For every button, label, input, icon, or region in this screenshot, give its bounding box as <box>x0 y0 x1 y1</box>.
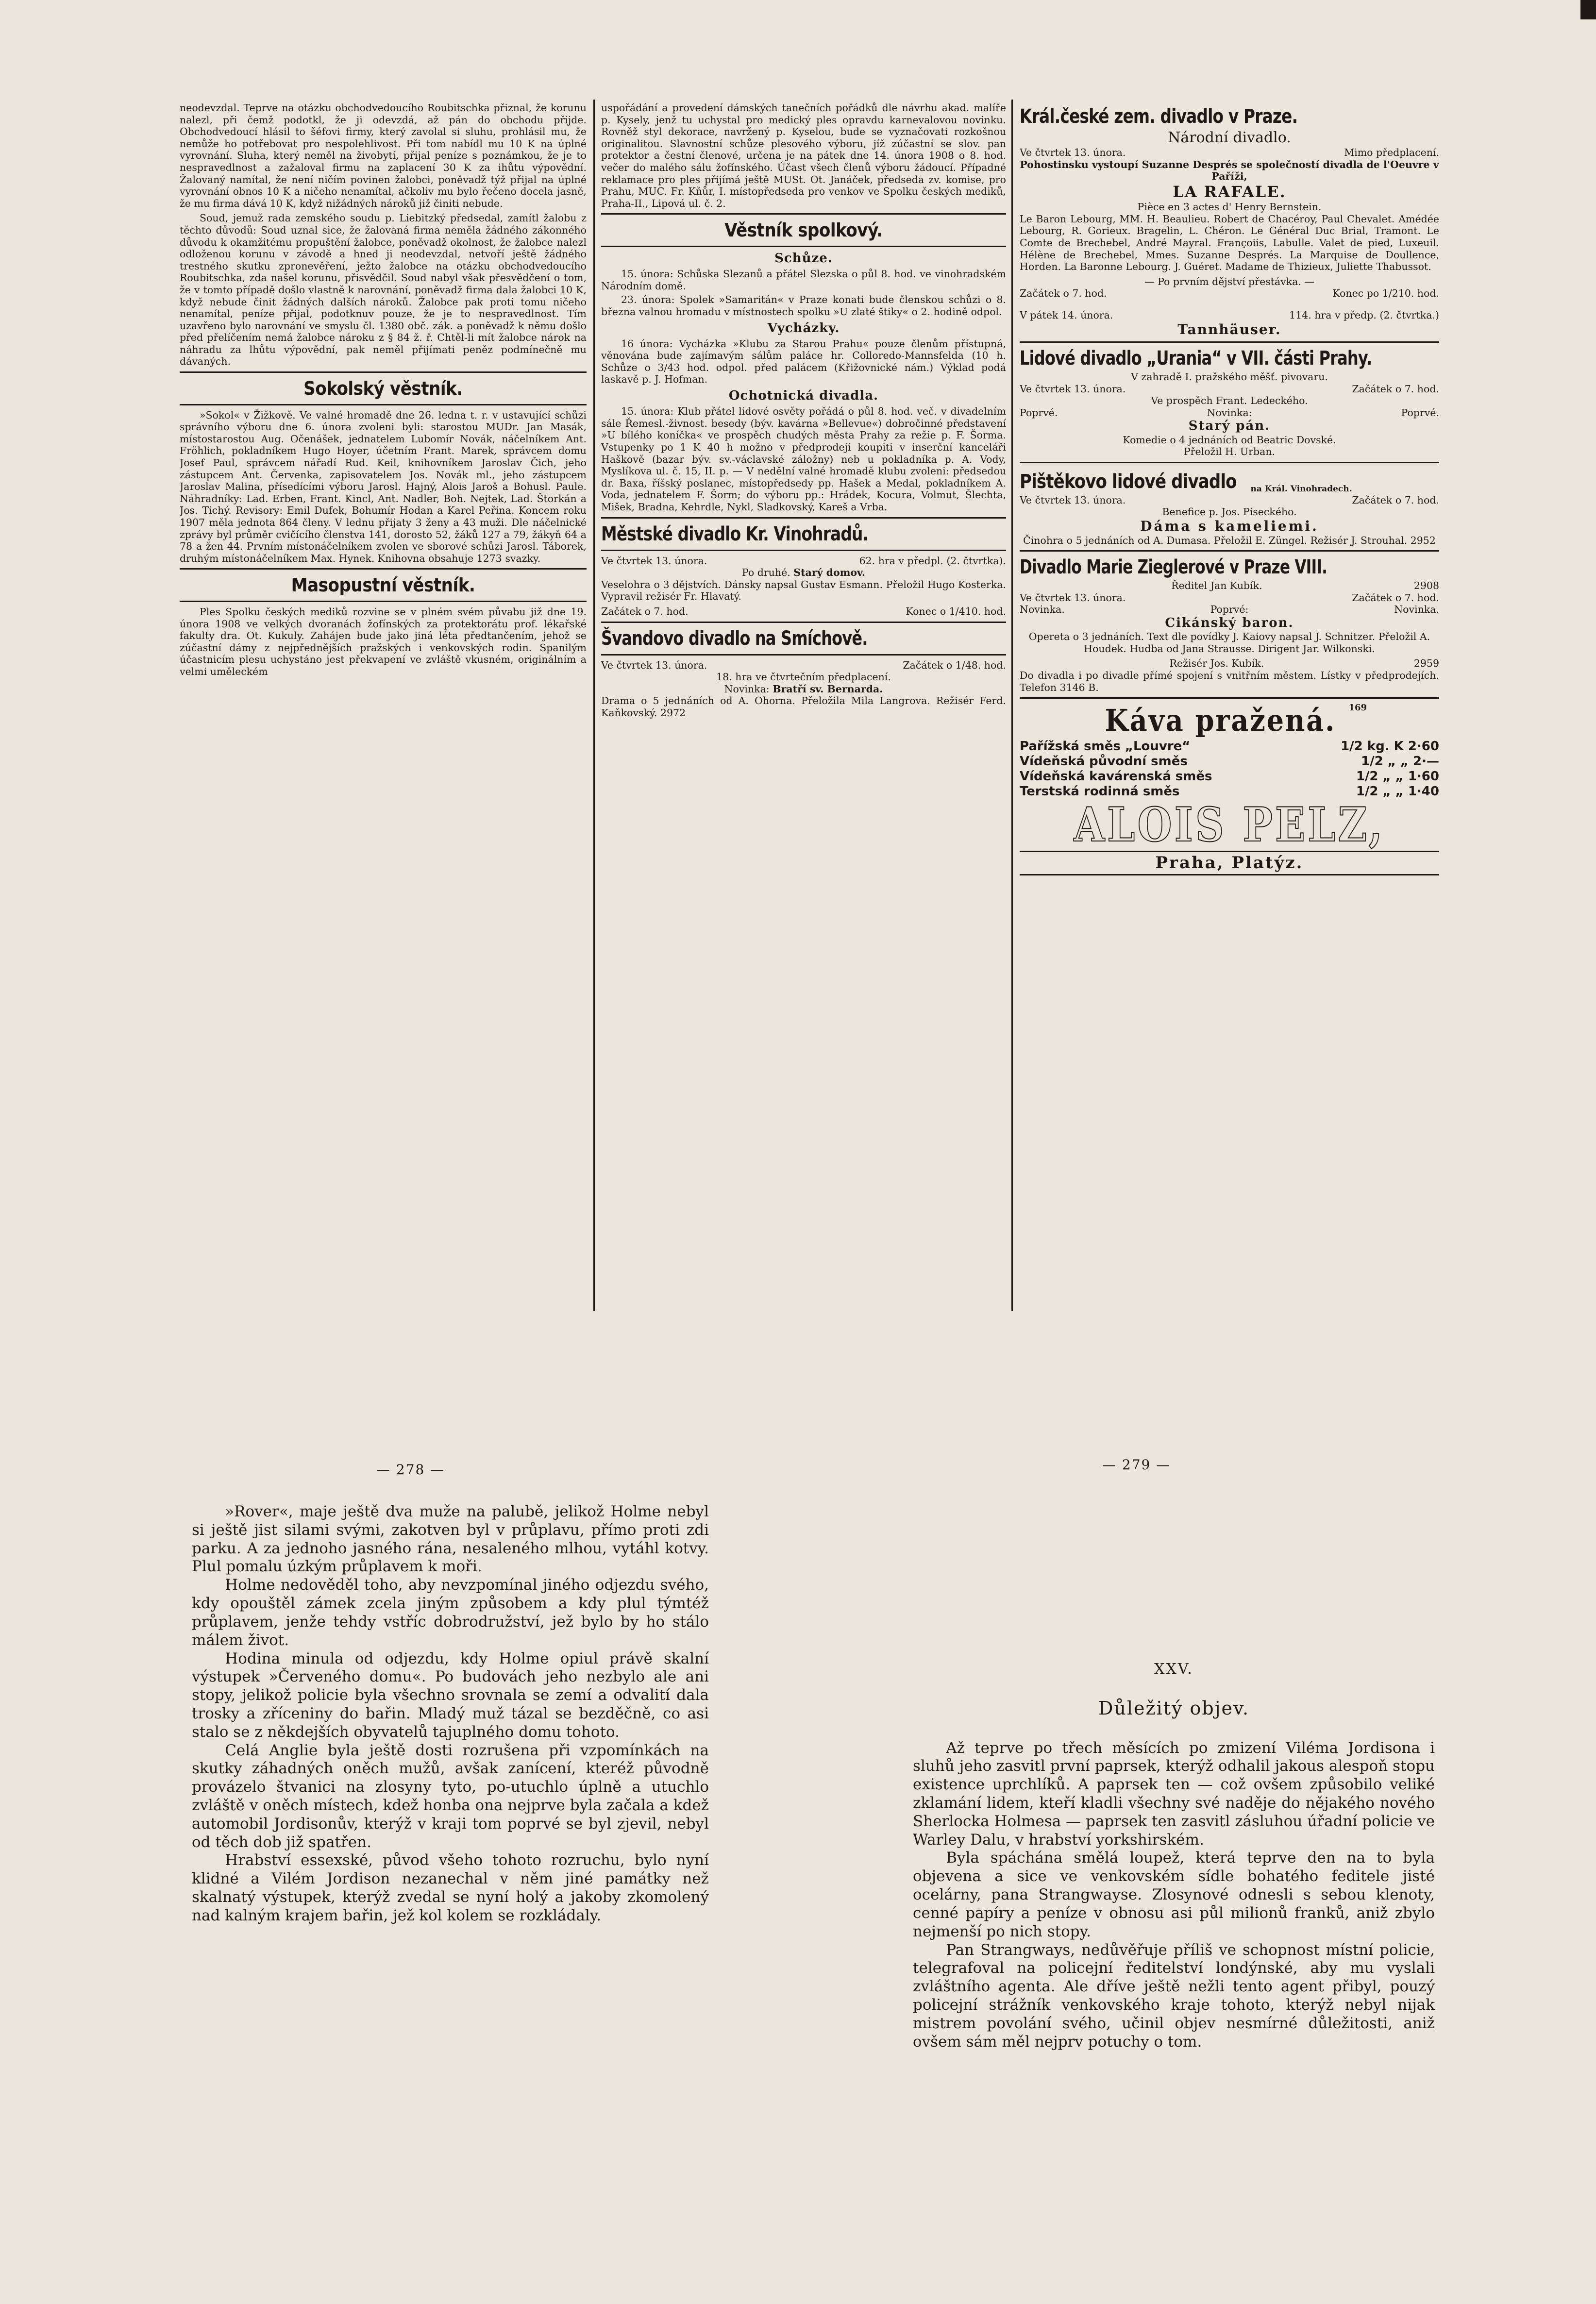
firm-address: Praha, Platýz. <box>1020 851 1439 875</box>
date: Ve čtvrtek 13. února. <box>601 555 707 567</box>
left-column <box>180 102 587 1311</box>
court-report-paragraph: neodevzdal. Teprve na otázku obchodvedoucího Roubitschka přiznal, že korunu nalezl, při čemž podotkl, že ji odevzdá, až pán do obchodu přijde. Obchodvedoucí hlásil to šéfovi firmy, který zavolal si sluhu, prohlásil mu, že nemůže ho potřebovat pro nespolehlivost. Při tom nabídl mu 10 K na úplné vyrovnání. Sluha, který neměl na živobytí, přijal peníze s poznámkou, že je to nespravedlnost a zažaloval firmu na zaplacení 30 K za ihůtu výpovědní. Žalovaný namítal, že není ničím povinen žalobci, poněvadž týž přijal na úplné vyrovnání obnos 10 K a ničeho nenamítal, ačkoliv mu bylo řečeno docela jasně, že mu firma dává 10 K, když nižádných nároků již činiti nebude. <box>180 102 587 209</box>
vestnik-heading: Věstník spolkový. <box>724 219 883 241</box>
divider <box>180 568 587 570</box>
date: Ve čtvrtek 13. února. <box>1020 591 1126 604</box>
urania-theatre-title: Lidové divadlo „Urania“ v VII. části Prahy. <box>1020 347 1372 370</box>
intermission-note: — Po prvním dějství přestávka. — <box>1144 275 1314 287</box>
firm-name: ALOIS PELZ, <box>1074 797 1385 853</box>
end-time: Konec po 1/210. hod. <box>1332 287 1439 300</box>
venue: V zahradě I. pražského měšť. pivovaru. <box>1131 371 1328 383</box>
story-paragraph: »Rover«, maje ještě dva muže na palubě, jelikož Holme nebyl si ještě jist silami svými, zakotven byl v průplavu, přímo proti zdi parku. A za jednoho jasného rána, nesaleného mlhou, vytáhl kotvy. Plul pomalu úzkým průplavem k moři. <box>192 1503 709 1576</box>
amateur-theatre-notice: 15. února: Klub přátel lidové osvěty pořádá o půl 8. hod. več. v divadelním sále Řemesl.-živnost. besedy (býv. kavárna »Bellevue«) dobročinné představení »U bílého koníčka« ve prospěch chudých města Prahy za režie p. F. Šorma. Vstupenky po 1 K 40 h možno v předprodeji koupiti v inserční kanceláři Haškově (bazar býv. sv.-václavské záložny) neb u pokladníka p. A. Vody, Myslíkova ul. č. 15, II. p. — V nedělní valné hromadě klubu zvoleni: předsedou dr. Baxa, říšský poslanec, místopředsedy pp. Hašek a Medal, pokladníkem A. Voda, jednatelem F. Šorm; do výboru pp.: Hrádek, Kocura, Volmut, Šlechta, Mišek, Bradna, Kehrdle, Nykl, Sladkovský, Kareš a Vrba. <box>601 405 1006 513</box>
start-time: Začátek o 7. hod. <box>601 605 689 617</box>
novelty-label: Novinka. <box>1394 604 1439 616</box>
story-paragraph: Celá Anglie byla ještě dosti rozrušena při vzpomínkách na skutky záhadných oněch mužů, avšak zanícení, kteréž původně provázelo štvanici na zlosyny tyto, po-utuchlo úplně a utuchlo zvláště v oněch místech, kdež honba ona nejprve byla začala a kdež automobil Jordisonův, kterýž v kraji tom poprvé se byl zjevil, nebyl od těch dob již spatřen. <box>192 1741 709 1851</box>
director: Ředitel Jan Kubík. <box>1171 580 1262 592</box>
coffee-name: Pařížská směs „Louvre“ <box>1020 739 1191 754</box>
masopust-continued: uspořádání a provedení dámských tanečních pořádků dle návrhu akad. malíře p. Kysely, jenž tu uchystal pro medický ples opravdu karnevalovou novinku. Rovněž styl dekorace, navržený p. Kyselou, bude se vyznačovati rozkošnou originalitou. Slavnostní schůze plesového výboru, jíž zúčastní se slov. pan protektor a čestní členové, určena je na pátek dne 14. února 1908 o 8. hod. večer do malého sálu žofínského. Účast všech členů výboru žádoucí. Případné reklamace pro ples přijímá ještě MUSt. Ot. Janáček, předseda zv. komise, pro Prahu, MUC. Fr. Kňůr, I. místopředseda pro venkov ve Spolku českých mediků, Praha-II., Lipová ul. č. 2. <box>601 102 1006 209</box>
divider <box>1020 462 1439 463</box>
premiere-label: Poprvé: <box>1210 604 1249 616</box>
coffee-name: Vídeňská původní směs <box>1020 754 1188 769</box>
divider <box>180 371 587 373</box>
subtitle: Po druhé. <box>741 567 790 579</box>
price-row <box>1020 739 1439 754</box>
guest-notice: Pohostinsku vystoupí Suzanne Després se společností divadla de l'Oeuvre v Paříži, <box>1020 158 1439 183</box>
benefit: Ve prospěch Frant. Ledeckého. <box>1151 395 1308 407</box>
lower-left-story <box>192 1503 709 2076</box>
novelty-label: Novinka: <box>724 683 770 695</box>
coffee-price: 2·60 <box>1408 739 1439 754</box>
divider <box>601 622 1006 623</box>
date: Ve čtvrtek 13. února. <box>1020 147 1126 158</box>
middle-column <box>601 102 1006 1311</box>
divider <box>1020 550 1439 552</box>
novelty-label: Novinka: <box>1207 406 1252 419</box>
play-title: Bratří sv. Bernarda. <box>773 683 883 695</box>
transport-note: Do divadla i po divadle přímé spojení s vnitřním městem. Lístky v předprodejích. Telefon 3146 B. <box>1020 669 1439 693</box>
coffee-quantity: 1/2 kg. K <box>1341 739 1404 754</box>
start-time: Začátek o 7. hod. <box>1352 591 1439 604</box>
column-rule <box>1011 100 1013 1311</box>
divider <box>601 246 1006 247</box>
play-description: Drama o 5 jednáních od A. Ohorna. Přeložila Mila Langrova. Režisér Ferd. Kaňkovský. <box>601 695 1006 719</box>
play-description: Komedie o 4 jednáních od Beatric Dovské. <box>1123 434 1336 446</box>
lower-right-story <box>913 1661 1435 2185</box>
story-paragraph: Holme nedověděl toho, aby nevzpomínal jiného odjezdu svého, kdy opouštěl zámek zcela jiným způsobem a kdy plul týmtéž průplavem, jenže tehdy vstříc dobrodružství, jež bylo by ho stálo málem život. <box>192 1576 709 1649</box>
start-time: Začátek o 7. hod. <box>1352 383 1439 395</box>
play-title: LA RAFALE. <box>1173 182 1286 201</box>
meeting-notice: 15. února: Schůska Slezanů a přátel Slezska o půl 8. hod. ve vinohradském Národním domě. <box>601 268 1006 292</box>
divider <box>601 517 1006 519</box>
price-row <box>1020 769 1439 784</box>
start-time: Začátek o 7. hod. <box>1352 494 1439 506</box>
page-number-right: — 279 — <box>1102 1457 1171 1473</box>
end-time: Konec o 1/410. hod. <box>906 605 1006 617</box>
sokol-heading: Sokolský věstník. <box>303 378 463 400</box>
coffee-name: Vídeňská kavárenská směs <box>1020 769 1212 784</box>
coffee-ad-title: Káva pražená. <box>1105 703 1336 739</box>
court-report-paragraph: Soud, jemuž rada zemského soudu p. Liebitzký předsedal, zamítl žalobu z těchto důvodů: Soud uznal sice, že žalovaná firma neměla žádného zákonného důvodu k okamžitému propuštění žalobce, poněvadž okolnost, že žalobce nalezl odloženou korunu v závodě a hned ji neodevzdal, netvoří ještě žádného trestného skutku zpronevěření, ježto žalobce na otázku obchodvedoucího Roubitschka, zda našel korunu, přisvědčil. Soud nabyl však přesvědčení o tom, že v tomto případě došlo vlastně k narovnání, poněvadž firma dala žalobci 10 K, když nebude činit žádných dalších nároků. Žalobce pak proti tomu ničeho nenamítal, peníze přijal, podotknuv pouze, že je to nespravedlnost. Tím uzavřeno bylo narovnání ve smyslu čl. 1380 obč. zák. a poněvadž k němu došlo před přelíčením nemá žalobce nároku z § 84 ž. ř. Chtěl-li mít žalobce nárok na náhradu za lhůtu výpovědní, pak neměl přijímati peněz podmínečně mu dávaných. <box>180 212 587 368</box>
price-row <box>1020 754 1439 769</box>
svandovo-theatre-title: Švandovo divadlo na Smíchově. <box>601 627 868 650</box>
date: Ve čtvrtek 13. února. <box>601 659 707 671</box>
premiere-label: Poprvé. <box>1020 406 1058 419</box>
chapter-number: XXV. <box>1154 1661 1193 1678</box>
page-edge-mark <box>1580 0 1596 19</box>
coffee-price: 2·— <box>1413 754 1439 769</box>
excursion-notice: 16 února: Vycházka »Klubu za Starou Prahu« pouze členům přístupná, věnována bude zajímavým sálům paláce hr. Colloredo-Mannsfelda (10 h. Schůze o 3/43 hod. odpol. před palácem (Křižovnické nám.) Výklad podá laskavě p. J. Hofman. <box>601 337 1006 386</box>
ad-number: 2952 <box>1410 534 1436 546</box>
play-description: Činohra o 5 jednáních od A. Dumasa. Přeložil E. Züngel. Režisér J. Strouhal. <box>1023 534 1408 546</box>
director: Režisér Jos. Kubík. <box>1169 657 1264 670</box>
divider <box>1020 697 1439 699</box>
date: V pátek 14. února. <box>1020 309 1113 321</box>
national-theatre-subtitle: Národní divadlo. <box>1168 129 1291 146</box>
coffee-price: 1·40 <box>1408 784 1439 799</box>
masopust-text: Ples Spolku českých mediků rozvine se v plném svém půvabu již dne 19. února 1908 ve velkých dvoranách žofínských za protektorátu prof. lékařské fakulty dra. Ot. Kukuly. Zahájen bude jako jiná léta předtančením, jehož se zúčastní dámy z nejpřednějších pražských i venkovských rodin. Spanilým účastnicím plesu uchystáno jest překvapení ve zvláště vkusném, originálním a velmi uměleckém <box>180 605 587 677</box>
vinohrady-theatre-title: Městské divadlo Kr. Vinohradů. <box>601 522 869 545</box>
ochot-heading: Ochotnická divadla. <box>728 388 879 404</box>
coffee-quantity: 1/2 „ „ <box>1356 769 1404 784</box>
ad-number: 2972 <box>660 706 686 719</box>
vychazky-heading: Vycházky. <box>767 320 840 336</box>
date: Ve čtvrtek 13. února. <box>1020 494 1126 506</box>
novelty-label: Novinka. <box>1020 604 1065 616</box>
start-time: Začátek o 7. hod. <box>1020 287 1107 300</box>
meeting-notice: 23. února: Spolek »Samaritán« v Praze konati bude členskou schůzi o 8. března valnou hromadu v místnostech spolku »U zlaté štiky« o 2. hodině odpol. <box>601 294 1006 318</box>
pistek-location: na Král. Vinohradech. <box>1250 484 1352 494</box>
play-description: Veselohra o 3 dějstvích. Dánsky napsal Gustav Esmann. Přeložil Hugo Kosterka. Vypravil režisér Fr. Hlavatý. <box>601 578 1006 603</box>
play-description: Opereta o 3 jednáních. Text dle povídky J. Kaiovy napsal J. Schnitzer. Přeložil A. Houdek. Hudba od Jana Straussе. Dirigent Jar. Wilkonski. <box>1028 631 1430 655</box>
page-number-left: — 278 — <box>376 1462 445 1478</box>
divider <box>601 550 1006 551</box>
subscription: 18. hra ve čtvrtečním předplacení. <box>716 671 891 683</box>
story-paragraph: Až teprve po třech měsících po zmizení Viléma Jordisona i sluhů jeho zasvitl první paprsek, kterýž odhalil jakous alespoň stopu existence uprchlíků. A paprsek ten — což ovšem způsobilo veliké zklamání lidem, kteří kladli všechny své naděje do nějakého nového Sherlocka Holmesa — paprsek ten zasvitl zásluhou úřadní policie ve Warley Dalu, v hrabství yorkshirském. <box>913 1739 1435 1849</box>
coffee-quantity: 1/2 „ „ <box>1361 754 1409 769</box>
subscription: 62. hra v předpl. (2. čtvrtka). <box>859 555 1006 567</box>
start-time: Začátek o 1/48. hod. <box>903 659 1006 671</box>
divider <box>1020 341 1439 343</box>
story-paragraph: Pan Strangways, nedůvěřuje příliš ve schopnost místní policie, telegrafoval na policejní ředitelství londýnské, aby mu vyslali zvláštního agenta. Ale dříve ještě nežli tento agent přibyl, pouzý policejní strážník venkovského kraje tohoto, kterýž nebyl nijak mistrem povolání svého, učinil objev nesmírné důležitosti, aniž ovšem sám měl nejprv potuchy o tom. <box>913 1941 1435 2051</box>
coffee-name: Terstská rodinná směs <box>1020 784 1180 799</box>
coffee-quantity: 1/2 „ „ <box>1356 784 1404 799</box>
story-paragraph: Byla spáchána smělá loupež, která teprve den na to byla objevena a sice ve venkovském sídle bohatého feditele jisté ocelárny, pana Strangwayse. Zlosynové odnesli s sebou klenoty, cenné papíry a peníze v obnosu asi půl milionů franků, aniž zbylo nejmenší po nich stopy. <box>913 1849 1435 1940</box>
play-description: Pièce en 3 actes d' Henry Bernstein. <box>1137 201 1322 213</box>
play-title: Cikánský baron. <box>1165 616 1294 631</box>
right-column <box>1020 102 1439 1311</box>
divider <box>180 404 587 405</box>
play-title: Starý pán. <box>1188 419 1271 434</box>
ad-number: 169 <box>1348 703 1367 713</box>
divider <box>601 213 1006 215</box>
ad-number: 2908 <box>1413 580 1439 592</box>
translator: Přeložil H. Urban. <box>1183 446 1276 458</box>
cast-list: Le Baron Lebourg, MM. H. Beaulieu. Robert de Chacéroy, Paul Chevalet. Amédée Lebourg, R. Gorieux. Bragelin, L. Chéron. Le Général Duc Brial, Tramont. Le Comte de Brechebel, André Mayral. Françoiis, Labulle. Valet de pied, Luxeuil. Hélène de Brechebel, Mmes. Suzanne Després. La Marquise de Doullence, Horden. La Baronne Lebourg. J. Guéret. Madame de Thizieux, Juliette Thabussot. <box>1020 213 1439 273</box>
national-theatre-title: Král.české zem. divadlo v Praze. <box>1020 105 1298 128</box>
masopust-heading: Masopustní věstník. <box>291 574 475 596</box>
coffee-price-list <box>1020 739 1439 800</box>
subscription: Mimo předplacení. <box>1344 147 1439 158</box>
chapter-title: Důležitý objev. <box>1098 1698 1250 1719</box>
story-paragraph: Hodina minula od odjezdu, kdy Holme opiul právě skalní výstupek »Červeného domu«. Po budovách jeho nezbylo ale ani stopy, jelikož policie byla všechno srovnala se zemí a odvalití dala trosky a zříceniny do bařin. Mladý muž tázal se bezděčně, co asi stalo se z někdejších obyvatelů tajuplného domu tohoto. <box>192 1649 709 1741</box>
divider <box>601 654 1006 656</box>
story-paragraph: Hrabství essexské, původ všeho tohoto rozruchu, bylo nyní klidné a Vilém Jordison nezanechal v něm jiné památky než skalnatý výstupek, kterýž zvedal se nyní holý a jakoby zkomolený nad kalným krajem bařin, jež kol kolem se rozkládaly. <box>192 1851 709 1924</box>
sokol-text: »Sokol« v Žižkově. Ve valné hromadě dne 26. ledna t. r. v ustavující schůzi správního výboru dne 6. února zvoleni byli: starostou MUDr. Jan Masák, místostarostou Aug. Očenášek, jednatelem Lubomír Novák, náčelníkem Ant. Fröhlich, pokladníkem Hugo Hoyer, účetním Frant. Marek, správcem domu Josef Paul, správcem nářadí Rud. Keil, knihovníkem Jaroslav Čich, jeho zástupcem Ant. Červenka, zapisovatelem Jos. Novák ml., jeho zástupcem Jaroslav Malina, přísedícími výboru Jarosl. Hajný, Alois Jaroš a Bohusl. Paule. Náhradníky: Lad. Erben, Frant. Kincl, Ant. Nadler, Boh. Nejtek, Lad. Štorkán a Jos. Tichý. Revisory: Emil Dufek, Bohumír Hodan a Karel Peřina. Koncem roku 1907 měla jednota 864 členy. V lednu přijaty 3 ženy a 43 muži. Dle náčelnické zprávy byl průměr cvičícího členstva 141, dorosto 52, žáků 127 a 79, žákyň 64 a 78 a žen 44. Prvním místonáčelníkem zvolen ve sborové schůzi Jarosl. Táborek, druhým místonáčelníkem Max. Hynek. Knihovna obsahuje 1273 svazky. <box>180 409 587 564</box>
coffee-price: 1·60 <box>1408 769 1439 784</box>
subscription: 114. hra v předp. (2. čtvrtka.) <box>1289 309 1439 321</box>
ad-number: 2959 <box>1413 657 1439 670</box>
premiere-label: Poprvé. <box>1401 406 1439 419</box>
ziegler-theatre-title: Divadlo Marie Zieglerové v Praze VIII. <box>1020 556 1327 579</box>
benefit: Benefice p. Jos. Piseckého. <box>1162 506 1297 518</box>
play-title: Starý domov. <box>793 567 866 579</box>
schuze-heading: Schůze. <box>774 251 833 266</box>
date: Ve čtvrtek 13. února. <box>1020 383 1126 395</box>
column-rule <box>593 100 595 1311</box>
play-title: Tannhäuser. <box>1177 321 1281 337</box>
pistek-theatre-title: Pištěkovo lidové divadlo <box>1020 470 1237 493</box>
play-title: Dáma s kameliemi. <box>1140 518 1319 535</box>
divider <box>180 601 587 602</box>
